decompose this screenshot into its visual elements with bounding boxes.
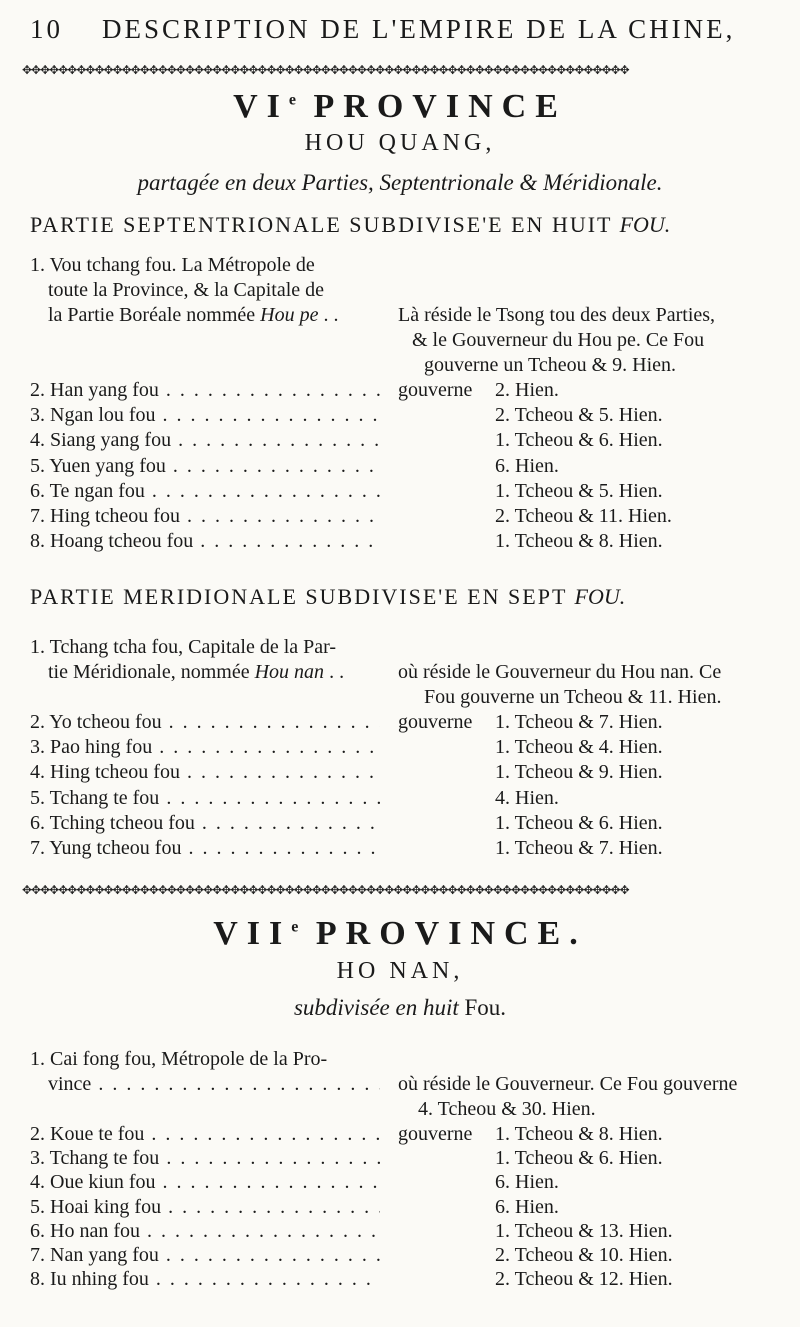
page-number: 10 (30, 14, 63, 44)
part-2-heading: PARTIE MERIDIONALE SUBDIVISE'E EN SEPT FOU. (30, 584, 626, 609)
p7-entry1-line2: vince . . . où réside le Gouverneur. Ce Fou gouverne (30, 1072, 790, 1097)
fou-name: 3. Ngan lou fou . . . (30, 403, 380, 428)
province-6-num: VI (233, 88, 289, 125)
p7-row (30, 1243, 790, 1268)
governs-label: gouverne (398, 1123, 473, 1145)
province-7-word: PROVINCE. (315, 915, 587, 952)
p6-part1-entry1-right3: gouverne un Tcheou & 9. Hien. (424, 354, 677, 376)
p6-part1-entry1-right2: & le Gouverneur du Hou pe. Ce Fou (412, 329, 705, 351)
fou-name: 6. Tching tcheou fou . . . (30, 811, 380, 836)
fou-name: 4. Hing tcheou fou . . . (30, 760, 380, 785)
governs-label: gouverne (398, 711, 473, 733)
fou-name: 4. Oue kiun fou . . . (30, 1170, 380, 1195)
province-6-subtitle: partagée en deux Parties, Septentrionale & Méridionale. (137, 170, 663, 195)
part-2-heading-fou: FOU. (574, 584, 626, 609)
jurisdiction-count: 4. Hien. (495, 786, 559, 809)
fou-name: 2. Koue te fou . . . (30, 1122, 380, 1147)
p6-part1-row (30, 428, 790, 453)
part-1-heading: PARTIE SEPTENTRIONALE SUBDIVISE'E EN HUIT FOU. (30, 212, 671, 237)
jurisdiction-count: 1. Tcheou & 6. Hien. (495, 811, 663, 834)
p7-row (30, 1195, 790, 1220)
p6-part2-entry1-right1: où réside le Gouverneur du Hou nan. Ce (398, 661, 722, 683)
fou-name: 6. Ho nan fou . . . (30, 1219, 380, 1244)
jurisdiction-count: 1. Tcheou & 7. Hien. (495, 711, 663, 733)
p7-row (30, 1170, 790, 1195)
province-6-title (0, 88, 800, 126)
fou-name: 8. Hoang tcheou fou . . . (30, 529, 380, 554)
p7-row (30, 1219, 790, 1244)
p6-part1-row (30, 403, 790, 428)
p6-part1-row (30, 454, 790, 479)
jurisdiction-count: 1. Tcheou & 4. Hien. (495, 736, 663, 759)
p7-entry1-line1: 1. Cai fong fou, Métropole de la Pro- (30, 1048, 328, 1070)
jurisdiction-count: 6. Hien. (495, 1171, 559, 1194)
p6-part1-row (30, 504, 790, 529)
jurisdiction-count: 1. Tcheou & 8. Hien. (495, 530, 663, 553)
p6-part1-row (30, 529, 790, 554)
fou-name: 3. Pao hing fou . . . (30, 735, 380, 760)
province-6-word: PROVINCE (313, 88, 567, 125)
fou-name: 7. Nan yang fou . . . (30, 1243, 380, 1268)
p6-part2-row (30, 836, 790, 861)
jurisdiction-count: 1. Tcheou & 7. Hien. (495, 837, 663, 859)
p7-row (30, 1122, 790, 1147)
fou-name: 6. Te ngan fou . . . (30, 479, 380, 504)
jurisdiction-count: 1. Tcheou & 9. Hien. (495, 761, 663, 784)
p6-part2-entry1-right2: Fou gouverne un Tcheou & 11. Hien. (424, 686, 722, 708)
p7-row (30, 1267, 790, 1292)
p6-part2-entry1-line1: 1. Tchang tcha fou, Capitale de la Par- (30, 636, 337, 658)
jurisdiction-count: 2. Tcheou & 12. Hien. (495, 1268, 673, 1291)
p6-part1-entry1-right1: Là réside le Tsong tou des deux Parties, (398, 304, 716, 326)
governs-label: gouverne (398, 379, 473, 401)
p6-part2-entry1-line2: tie Méridionale, nommée Hou nan . . (48, 661, 345, 683)
fou-name: 3. Tchang te fou . . . (30, 1146, 380, 1171)
ornament-rule-top: ✥✥✥✥✥✥✥✥✥✥✥✥✥✥✥✥✥✥✥✥✥✥✥✥✥✥✥✥✥✥✥✥✥✥✥✥✥✥✥✥✥✥✥✥✥✥✥✥✥✥✥✥✥✥✥✥✥✥✥✥✥✥✥✥✥✥✥ (22, 63, 629, 77)
jurisdiction-count: 2. Tcheou & 10. Hien. (495, 1244, 673, 1266)
p7-row (30, 1146, 790, 1171)
p6-part2-row (30, 811, 790, 836)
jurisdiction-count: 2. Tcheou & 5. Hien. (495, 404, 663, 427)
jurisdiction-count: 6. Hien. (495, 454, 559, 477)
jurisdiction-count: 1. Tcheou & 6. Hien. (495, 429, 663, 452)
province-7-num: VII (213, 915, 292, 952)
running-title: DESCRIPTION DE L'EMPIRE DE LA CHINE, (102, 14, 736, 44)
p6-part1-row (30, 378, 790, 403)
p6-part2-row (30, 710, 790, 735)
p6-part2-row (30, 786, 790, 811)
jurisdiction-count: 1. Tcheou & 13. Hien. (495, 1219, 673, 1242)
province-7-sup: e (291, 918, 299, 936)
province-7-subtitle: subdivisée en huit Fou. (293, 995, 507, 1020)
p6-part1-entry1-line2: toute la Province, & la Capitale de (48, 279, 325, 301)
jurisdiction-count: 2. Tcheou & 11. Hien. (495, 505, 672, 527)
p6-part1-row (30, 479, 790, 504)
fou-name: 5. Tchang te fou . . . (30, 786, 380, 811)
running-head (30, 14, 780, 54)
province-7-title (0, 915, 800, 953)
fou-name: 5. Yuen yang fou . . . (30, 454, 380, 479)
p7-entry1-right2: 4. Tcheou & 30. Hien. (418, 1098, 596, 1120)
jurisdiction-count: 2. Hien. (495, 379, 559, 401)
jurisdiction-count: 1. Tcheou & 5. Hien. (495, 479, 663, 502)
province-7-name: HO NAN, (336, 958, 464, 984)
province-6-sup: e (288, 91, 297, 109)
p6-part1-entry1-line1: 1. Vou tchang fou. La Métropole de (30, 254, 315, 276)
fou-name: 5. Hoai king fou . . . (30, 1195, 380, 1220)
p6-part2-row (30, 735, 790, 760)
fou-name: 4. Siang yang fou . . . (30, 428, 380, 453)
fou-name: 7. Hing tcheou fou . . . (30, 504, 380, 529)
fou-name: 8. Iu nhing fou . . . (30, 1267, 380, 1292)
fou-name: 2. Yo tcheou fou . . . (30, 710, 380, 735)
part-1-heading-fou: FOU. (619, 212, 671, 237)
jurisdiction-count: 6. Hien. (495, 1195, 559, 1218)
jurisdiction-count: 1. Tcheou & 8. Hien. (495, 1123, 663, 1145)
p7-entry1-right1: où réside le Gouverneur. Ce Fou gouverne (398, 1073, 738, 1095)
ornament-rule-middle: ✥✥✥✥✥✥✥✥✥✥✥✥✥✥✥✥✥✥✥✥✥✥✥✥✥✥✥✥✥✥✥✥✥✥✥✥✥✥✥✥✥✥✥✥✥✥✥✥✥✥✥✥✥✥✥✥✥✥✥✥✥✥✥✥✥✥✥ (22, 883, 629, 897)
fou-name: 2. Han yang fou . . . (30, 378, 380, 403)
jurisdiction-count: 1. Tcheou & 6. Hien. (495, 1147, 663, 1170)
p6-part1-entry1-line3: la Partie Boréale nommée Hou pe . . (48, 304, 339, 326)
p6-part2-row (30, 760, 790, 785)
fou-name: 7. Yung tcheou fou . . . (30, 836, 380, 861)
province-6-name: HOU QUANG, (304, 130, 496, 156)
